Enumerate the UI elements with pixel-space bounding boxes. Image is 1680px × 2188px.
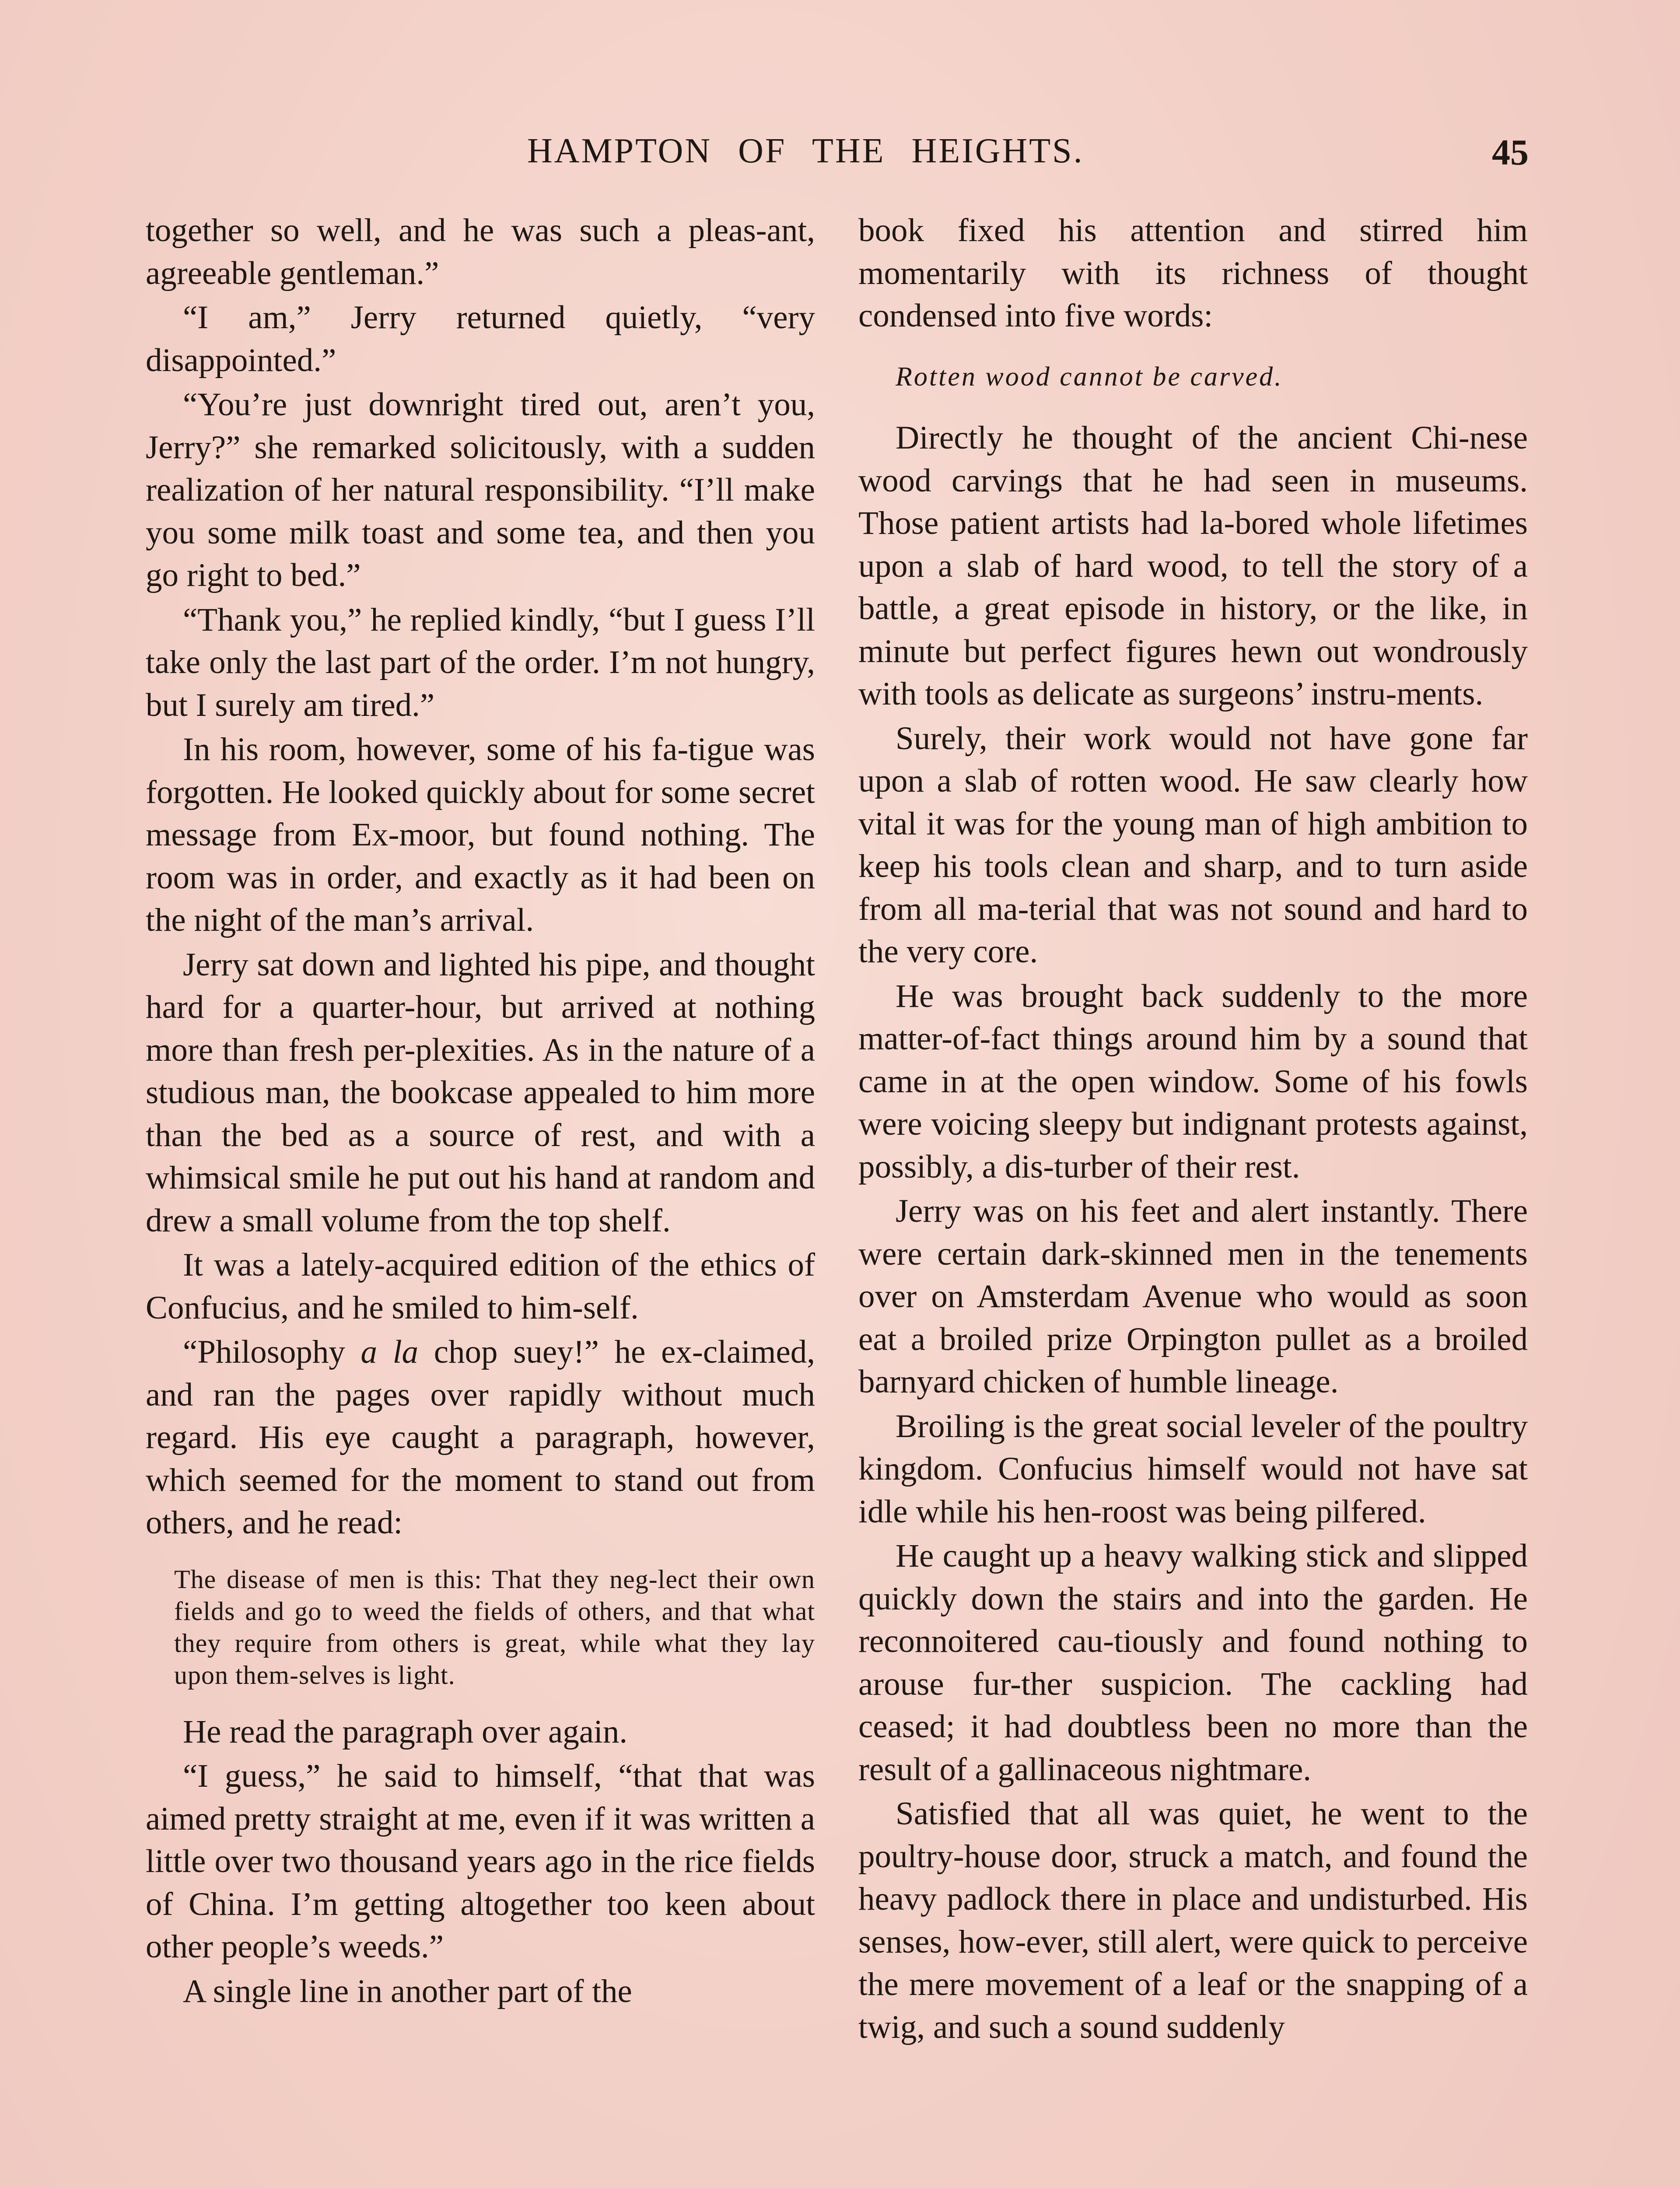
paragraph: “I am,” Jerry returned quietly, “very disappointed.” xyxy=(146,299,815,379)
paragraph: Jerry was on his feet and alert instantly. There were certain dark-skinned men in the tenements over on Amsterdam Avenue who would as soon eat a broiled prize Orpington pullet as a broiled barnyard chicken of humble lineage. xyxy=(858,1193,1528,1400)
page-number: 45 xyxy=(1492,132,1529,173)
paragraph-text: “Philosophy xyxy=(183,1334,361,1370)
paragraph: Broiling is the great social leveler of the poultry kingdom. Confucius himself would not have sat idle while his hen-roost was being pilfered. xyxy=(858,1408,1528,1530)
italic-phrase: a la xyxy=(360,1334,419,1370)
paragraph: In his room, however, some of his fa-tigue was forgotten. He looked quickly about for some secret message from Ex-moor, but found nothing. The room was in order, and exactly as it had been on the night of the man’s arrival. xyxy=(146,731,815,938)
paragraph: He was brought back suddenly to the more matter-of-fact things around him by a sound that came in at the open window. Some of his fowls were voicing sleepy but indignant protests against, possibly, a dis-turber of their rest. xyxy=(858,978,1528,1185)
paragraph: He read the paragraph over again. xyxy=(183,1713,628,1750)
paragraph: book fixed his attention and stirred him momentarily with its richness of thought condensed into five words: xyxy=(858,212,1528,334)
paragraph-text: chop suey!” he ex-claimed, and ran the pages over rapidly without much regard. His eye caught a paragraph, however, which seemed for the moment to stand out from others, and he read: xyxy=(146,1334,815,1541)
left-column xyxy=(146,209,815,2013)
paragraph: “Thank you,” he replied kindly, “but I guess I’ll take only the last part of the order. I’m not hungry, but I surely am tired.” xyxy=(146,601,815,723)
block-quote: The disease of men is this: That they neg-lect their own fields and go to weed the fields of others, and that what they require from others is great, while what they lay upon them-selves is light. xyxy=(174,1564,815,1690)
paragraph xyxy=(146,1331,815,1544)
paragraph: “I guess,” he said to himself, “that that was aimed pretty straight at me, even if it was written a little over two thousand years ago in the rice fields of China. I’m getting altogether too keen about other people’s weeds.” xyxy=(146,1758,815,1965)
paragraph: together so well, and he was such a pleas-ant, agreeable gentleman.” xyxy=(146,212,815,291)
paragraph: Jerry sat down and lighted his pipe, and thought hard for a quarter-hour, but arrived at nothing more than fresh per-plexities. As in the nature of a studious man, the bookcase appealed to him more than the bed as a source of rest, and with a whimsical smile he put out his hand at random and drew a small volume from the top shelf. xyxy=(146,946,815,1239)
paragraph: Directly he thought of the ancient Chi-nese wood carvings that he had seen in museums. Those patient artists had la-bored whole lifetimes upon a slab of hard wood, to tell the story of a battle, a great episode in history, or the like, in minute but perfect figures hewn out wondrously with tools as delicate as surgeons’ instru-ments. xyxy=(858,420,1528,712)
paragraph: A single line in another part of the xyxy=(183,1973,632,2009)
paragraph: He caught up a heavy walking stick and slipped quickly down the stairs and into the garden. He reconnoitered cau-tiously and found nothing to arouse fur-ther suspicion. The cackling had ceased; it had doubtless been no more than the result of a gallinaceous nightmare. xyxy=(858,1538,1528,1788)
paragraph: Satisfied that all was quiet, he went to the poultry-house door, struck a match, and found the heavy padlock there in place and undisturbed. His senses, how-ever, still alert, were quick to perceive the mere movement of a leaf or the snapping of a twig, and such a sound suddenly xyxy=(858,1795,1528,2045)
right-column xyxy=(858,209,1528,2048)
paragraph: Surely, their work would not have gone far upon a slab of rotten wood. He saw clearly how vital it was for the young man of high ambition to keep his tools clean and sharp, and to turn aside from all ma-terial that was not sound and hard to the very core. xyxy=(858,720,1528,970)
paragraph: “You’re just downright tired out, aren’t you, Jerry?” she remarked solicitously, with a sudden realization of her natural responsibility. “I’ll make you some milk toast and some tea, and then you go right to bed.” xyxy=(146,386,815,593)
paragraph: It was a lately-acquired edition of the ethics of Confucius, and he smiled to him-self. xyxy=(146,1247,815,1326)
motto-quote: Rotten wood cannot be carved. xyxy=(896,361,1283,392)
running-head: HAMPTON OF THE HEIGHTS. xyxy=(527,132,1084,170)
